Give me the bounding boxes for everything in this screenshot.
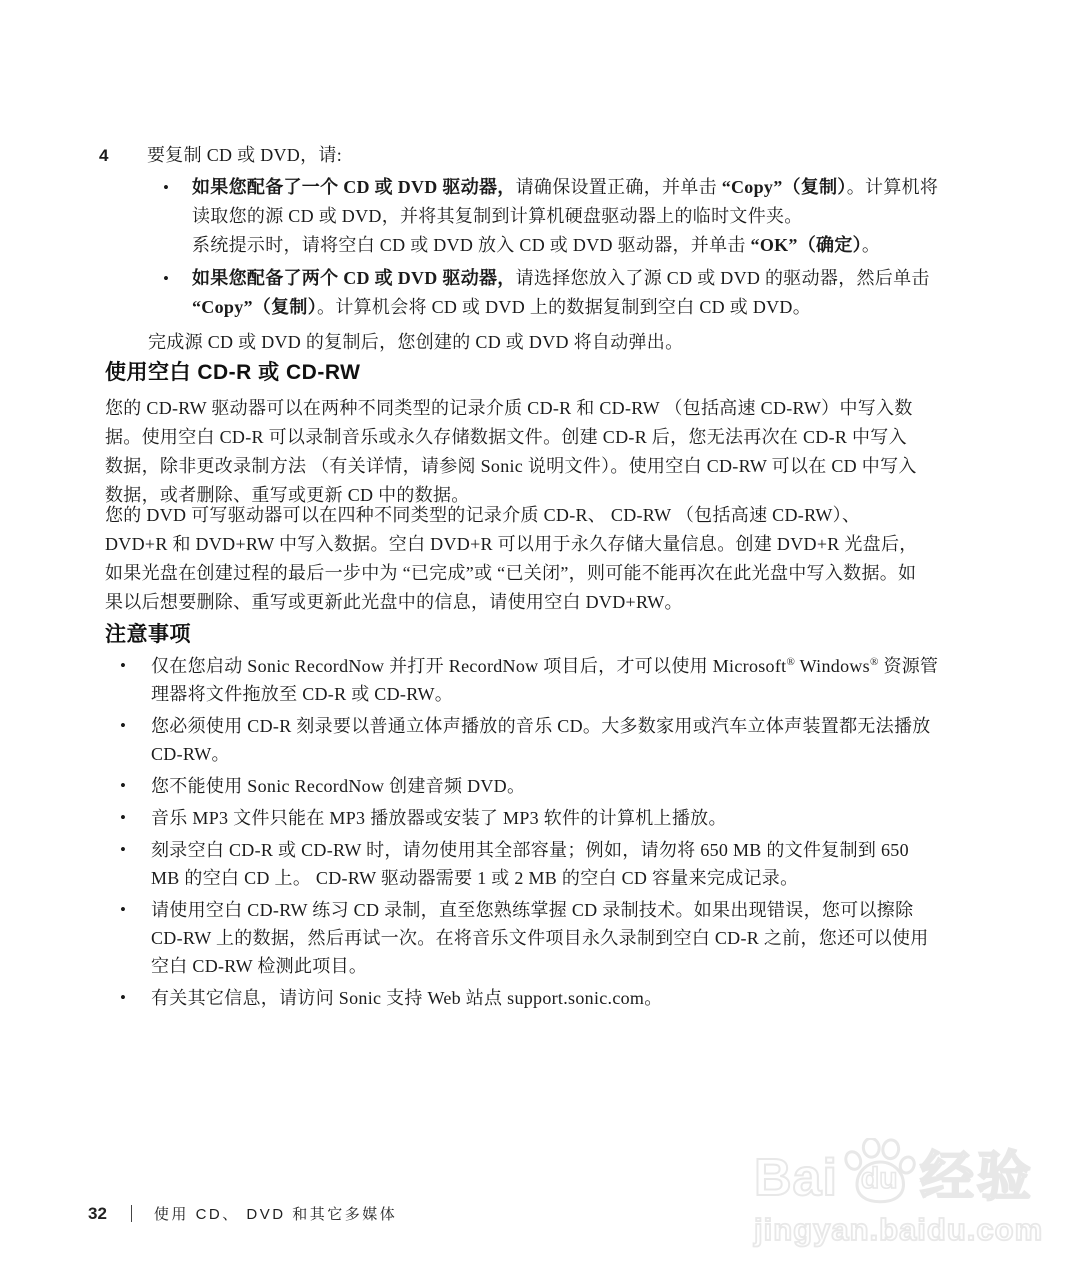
- text-run-bold: “OK”（确定）: [750, 235, 862, 255]
- note-text: 刻录空白 CD-R 或 CD-RW 时，请勿使用其全部容量；例如，请勿将 650 MB 的文件复制到 650 MB 的空白 CD 上。 CD-RW 驱动器需要 1 或 2 MB 的空白 CD 容量来完成记录。: [151, 840, 909, 888]
- watermark-brand-chinese: 经验: [919, 1147, 1034, 1207]
- bullet-icon: •: [120, 808, 127, 827]
- text-run: 。: [861, 235, 881, 255]
- text-run: 请确保设置正确，并单击: [515, 177, 722, 197]
- note-text: [151, 652, 939, 708]
- paragraph-dvd-writable-drive: 您的 DVD 可写驱动器可以在四种不同类型的记录介质 CD-R、 CD-RW （包括高速 CD-RW）、DVD+R 和 DVD+RW 中写入数据。空白 DVD+R 可以用于永久存储大量信息。创建 DVD+R 光盘后，如果光盘在创建过程的最后一步中为 “已完成”或 “已关闭”，则可能不能再次在此光盘中写入数据。如果以后想要删除、重写或更新此光盘中的信息，请使用空白 DVD+RW。: [105, 505, 918, 612]
- text-run: 资源管理器将文件拖放至 CD-R 或 CD-RW。: [151, 656, 939, 704]
- watermark-brand-text: du: [860, 1162, 898, 1195]
- note-text: 音乐 MP3 文件只能在 MP3 播放器或安装了 MP3 软件的计算机上播放。: [151, 808, 727, 828]
- bullet-icon: •: [163, 178, 170, 197]
- baidu-jingyan-watermark: [754, 1138, 1043, 1248]
- note-text: 有关其它信息，请访问 Sonic 支持 Web 站点 support.sonic.com。: [151, 988, 663, 1008]
- bullet-item-two-drives: [163, 264, 958, 322]
- note-item-sonic-website: [120, 984, 960, 1012]
- notes-list: [120, 652, 960, 1016]
- text-run: 请选择您放入了源 CD 或 DVD 的驱动器，然后单击: [515, 268, 930, 288]
- text-run: 。计算机会将 CD 或 DVD 上的数据复制到空白 CD 或 DVD。: [317, 297, 812, 317]
- step-number: 4: [99, 146, 109, 165]
- bullet-icon: •: [163, 269, 170, 288]
- bullet-item-one-drive: [163, 173, 958, 231]
- bullet-icon: •: [120, 656, 127, 675]
- bullet-icon: •: [120, 716, 127, 735]
- note-item-no-audio-dvd: [120, 772, 960, 800]
- text-run: 系统提示时，请将空白 CD 或 DVD 放入 CD 或 DVD 驱动器，并单击: [192, 235, 751, 255]
- text-run: 。计算机将读取您的源 CD 或 DVD，并将其复制到计算机硬盘驱动器上的临时文件夹。: [192, 177, 939, 226]
- footer-chapter-title: 使用 CD、 DVD 和其它多媒体: [153, 1206, 398, 1223]
- registered-trademark-symbol: ®: [786, 656, 796, 668]
- text-run: Windows: [795, 656, 870, 676]
- bullet-text: [192, 264, 952, 322]
- step-4-heading-line: [99, 141, 979, 170]
- note-text: 您不能使用 Sonic RecordNow 创建音频 DVD。: [151, 776, 526, 796]
- note-item-practice-cdrw: [120, 896, 960, 980]
- paragraph-cdrw-drive: 您的 CD-RW 驱动器可以在两种不同类型的记录介质 CD-R 和 CD-RW （包括高速 CD-RW）中写入数据。使用空白 CD-R 可以录制音乐或永久存储数据文件。创建 CD-R 后，您无法再次在 CD-R 中写入数据，除非更改录制方法 （有关详情，请参阅 Sonic 说明文件）。使用空白 CD-RW 可以在 CD 中写入数据，或者删除、重写或更新 CD 中的数据。: [105, 398, 917, 505]
- bullet-text: [192, 173, 952, 231]
- watermark-url: jingyan.baidu.com: [754, 1212, 1044, 1247]
- text-run-bold: “Copy”（复制）: [721, 177, 847, 197]
- page-footer: [88, 1203, 397, 1224]
- bullet-icon: •: [120, 900, 127, 919]
- step-label: 要复制 CD 或 DVD，请:: [147, 145, 343, 165]
- text-run-bold: “Copy”（复制）: [192, 297, 318, 317]
- footer-divider: [131, 1205, 132, 1222]
- footer-page-number: 32: [88, 1203, 107, 1223]
- note-item-capacity: [120, 836, 960, 892]
- bullet-sub-paragraph: [192, 231, 952, 260]
- watermark-brand-text: Bai: [754, 1149, 838, 1207]
- note-text: 您必须使用 CD-R 刻录要以普通立体声播放的音乐 CD。大多数家用或汽车立体声装置都无法播放 CD-RW。: [151, 716, 931, 764]
- text-run-bold: 如果您配备了一个 CD 或 DVD 驱动器，: [192, 177, 516, 197]
- section-heading-blank-cd: 使用空白 CD-R 或 CD-RW: [105, 361, 361, 384]
- registered-trademark-symbol: ®: [869, 656, 879, 668]
- bullet-icon: •: [120, 776, 127, 795]
- bullet-icon: •: [120, 988, 127, 1007]
- step-closing-text: 完成源 CD 或 DVD 的复制后，您创建的 CD 或 DVD 将自动弹出。: [148, 332, 684, 352]
- note-item-mp3-playback: [120, 804, 960, 832]
- note-text: 请使用空白 CD-RW 练习 CD 录制，直至您熟练掌握 CD 录制技术。如果出现错误，您可以擦除 CD-RW 上的数据，然后再试一次。在将音乐文件项目永久录制到空白 CD-R 之前，您还可以使用空白 CD-RW 检测此项目。: [151, 900, 929, 976]
- step-4-block: [99, 141, 979, 357]
- note-item-explorer-dragdrop: [120, 652, 960, 708]
- text-run-bold: 如果您配备了两个 CD 或 DVD 驱动器，: [192, 268, 516, 288]
- note-item-music-cdr: [120, 712, 960, 768]
- paw-print-icon: [840, 1138, 916, 1204]
- text-run: 仅在您启动 Sonic RecordNow 并打开 RecordNow 项目后，才可以使用 Microsoft: [151, 656, 787, 676]
- section-heading-notes: 注意事项: [105, 623, 191, 646]
- bullet-icon: •: [120, 840, 127, 859]
- watermark-logo-row: [754, 1138, 1043, 1207]
